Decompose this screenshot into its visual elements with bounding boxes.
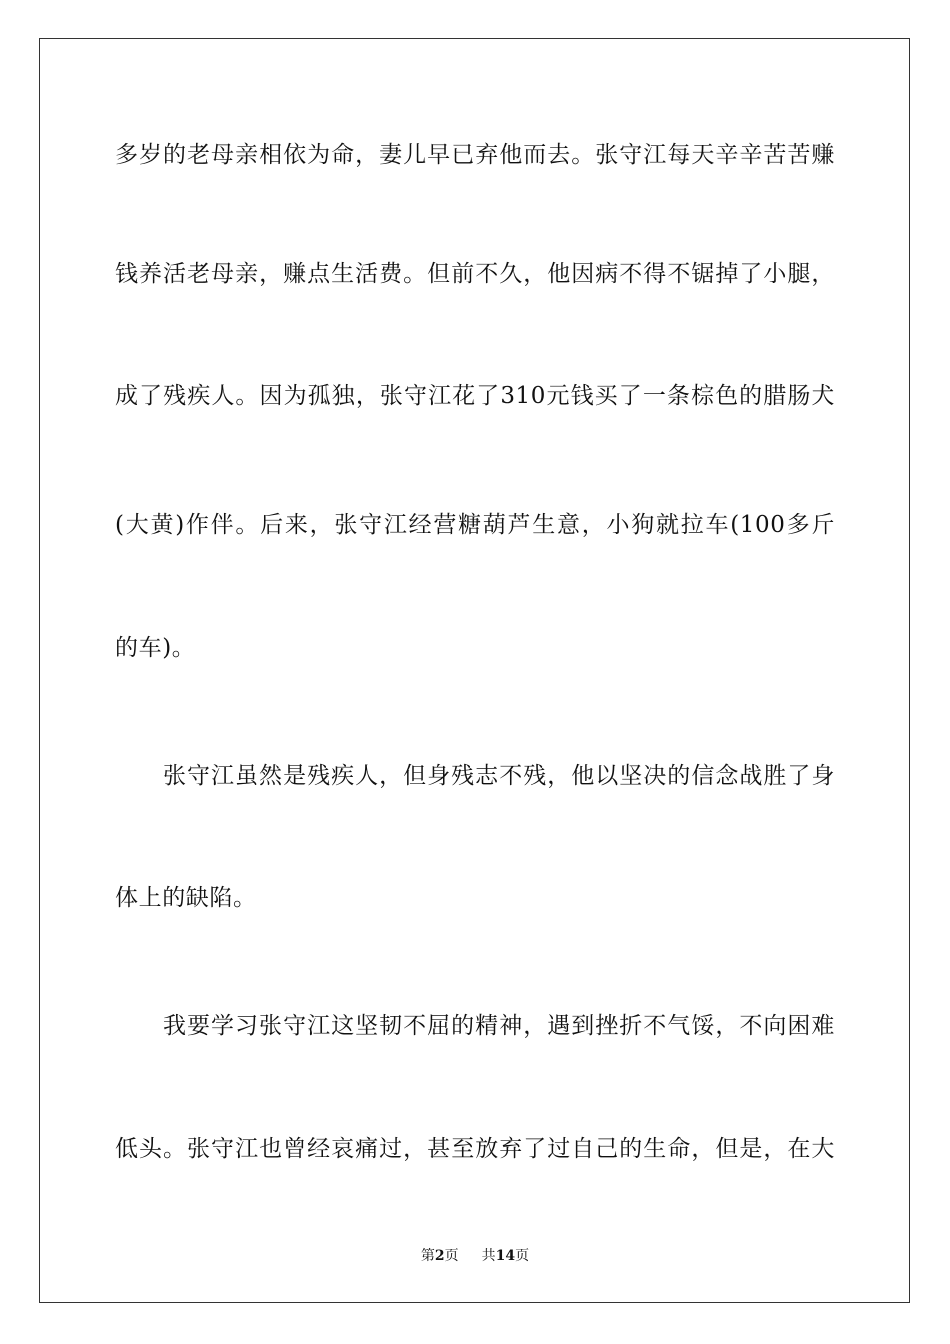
paragraph-line-8: 我要学习张守江这坚韧不屈的精神，遇到挫折不气馁，不向困难	[163, 1013, 835, 1039]
page-suffix: 页	[444, 1248, 459, 1264]
page-number: 2	[434, 1248, 445, 1264]
total-prefix: 共	[481, 1248, 496, 1264]
page-prefix: 第	[420, 1248, 435, 1264]
page-border	[39, 38, 910, 1303]
total-pages: 14	[495, 1248, 516, 1264]
paragraph-line-6: 张守江虽然是残疾人，但身残志不残，他以坚决的信念战胜了身	[163, 763, 835, 789]
total-suffix: 页	[515, 1248, 530, 1264]
paragraph-line-3: 成了残疾人。因为孤独，张守江花了310元钱买了一条棕色的腊肠犬	[115, 383, 835, 409]
paragraph-line-1: 多岁的老母亲相依为命，妻儿早已弃他而去。张守江每天辛辛苦苦赚	[115, 142, 835, 168]
paragraph-line-5: 的车)。	[115, 635, 196, 661]
paragraph-line-9: 低头。张守江也曾经哀痛过，甚至放弃了过自己的生命，但是，在大	[115, 1136, 835, 1162]
paragraph-line-7: 体上的缺陷。	[115, 885, 257, 911]
paragraph-line-4: (大黄)作伴。后来，张守江经营糖葫芦生意，小狗就拉车(100多斤	[115, 512, 835, 538]
paragraph-line-2: 钱养活老母亲，赚点生活费。但前不久，他因病不得不锯掉了小腿，	[115, 261, 835, 287]
page-footer	[0, 1246, 950, 1266]
